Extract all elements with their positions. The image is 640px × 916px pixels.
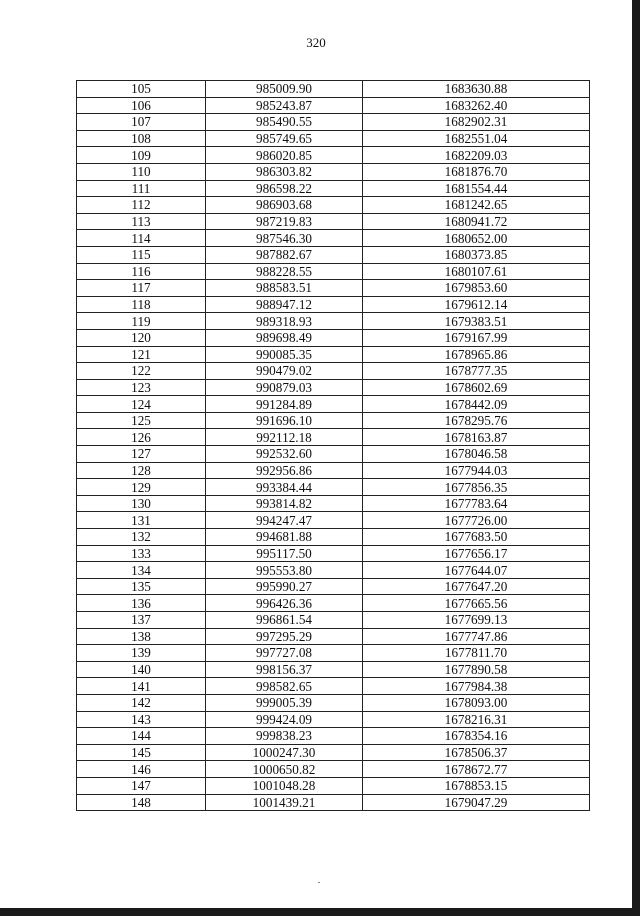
y-coordinate-cell: 1677856.35 bbox=[363, 479, 590, 496]
y-coordinate-cell: 1677747.86 bbox=[363, 628, 590, 645]
table-row bbox=[77, 246, 590, 263]
y-coordinate-cell: 1683262.40 bbox=[363, 97, 590, 114]
y-coordinate-cell: 1678672.77 bbox=[363, 761, 590, 778]
x-coordinate-cell: 988228.55 bbox=[206, 263, 363, 280]
y-coordinate-cell: 1679853.60 bbox=[363, 280, 590, 297]
point-number-cell: 144 bbox=[77, 728, 206, 745]
point-number-cell: 116 bbox=[77, 263, 206, 280]
point-number-cell: 140 bbox=[77, 661, 206, 678]
y-coordinate-cell: 1677644.07 bbox=[363, 562, 590, 579]
x-coordinate-cell: 989698.49 bbox=[206, 329, 363, 346]
point-number-cell: 137 bbox=[77, 612, 206, 629]
x-coordinate-cell: 1000247.30 bbox=[206, 744, 363, 761]
y-coordinate-cell: 1682209.03 bbox=[363, 147, 590, 164]
y-coordinate-cell: 1680373.85 bbox=[363, 246, 590, 263]
table-row bbox=[77, 728, 590, 745]
x-coordinate-cell: 985243.87 bbox=[206, 97, 363, 114]
point-number-cell: 125 bbox=[77, 412, 206, 429]
y-coordinate-cell: 1681876.70 bbox=[363, 163, 590, 180]
point-number-cell: 118 bbox=[77, 296, 206, 313]
point-number-cell: 128 bbox=[77, 462, 206, 479]
table-row bbox=[77, 628, 590, 645]
point-number-cell: 129 bbox=[77, 479, 206, 496]
y-coordinate-cell: 1680652.00 bbox=[363, 230, 590, 247]
x-coordinate-cell: 998582.65 bbox=[206, 678, 363, 695]
point-number-cell: 108 bbox=[77, 130, 206, 147]
x-coordinate-cell: 987546.30 bbox=[206, 230, 363, 247]
x-coordinate-cell: 996426.36 bbox=[206, 595, 363, 612]
point-number-cell: 146 bbox=[77, 761, 206, 778]
y-coordinate-cell: 1677699.13 bbox=[363, 612, 590, 629]
table-row bbox=[77, 612, 590, 629]
x-coordinate-cell: 995990.27 bbox=[206, 578, 363, 595]
table-row bbox=[77, 595, 590, 612]
x-coordinate-cell: 1001439.21 bbox=[206, 794, 363, 811]
x-coordinate-cell: 991284.89 bbox=[206, 396, 363, 413]
point-number-cell: 141 bbox=[77, 678, 206, 695]
y-coordinate-cell: 1677811.70 bbox=[363, 645, 590, 662]
table-row bbox=[77, 114, 590, 131]
y-coordinate-cell: 1678853.15 bbox=[363, 777, 590, 794]
y-coordinate-cell: 1678216.31 bbox=[363, 711, 590, 728]
y-coordinate-cell: 1677944.03 bbox=[363, 462, 590, 479]
table-row bbox=[77, 163, 590, 180]
y-coordinate-cell: 1681554.44 bbox=[363, 180, 590, 197]
point-number-cell: 123 bbox=[77, 379, 206, 396]
table-row bbox=[77, 97, 590, 114]
x-coordinate-cell: 993814.82 bbox=[206, 495, 363, 512]
point-number-cell: 111 bbox=[77, 180, 206, 197]
y-coordinate-cell: 1679167.99 bbox=[363, 329, 590, 346]
point-number-cell: 114 bbox=[77, 230, 206, 247]
x-coordinate-cell: 987219.83 bbox=[206, 213, 363, 230]
table-row bbox=[77, 512, 590, 529]
table-row bbox=[77, 363, 590, 380]
y-coordinate-cell: 1677890.58 bbox=[363, 661, 590, 678]
point-number-cell: 105 bbox=[77, 81, 206, 98]
point-number-cell: 119 bbox=[77, 313, 206, 330]
x-coordinate-cell: 986303.82 bbox=[206, 163, 363, 180]
point-number-cell: 117 bbox=[77, 280, 206, 297]
point-number-cell: 132 bbox=[77, 529, 206, 546]
table-row bbox=[77, 495, 590, 512]
scan-speck bbox=[318, 882, 320, 883]
point-number-cell: 112 bbox=[77, 197, 206, 214]
y-coordinate-cell: 1678965.86 bbox=[363, 346, 590, 363]
point-number-cell: 115 bbox=[77, 246, 206, 263]
x-coordinate-cell: 990879.03 bbox=[206, 379, 363, 396]
x-coordinate-cell: 985749.65 bbox=[206, 130, 363, 147]
table-row bbox=[77, 562, 590, 579]
table-row bbox=[77, 379, 590, 396]
table-row bbox=[77, 429, 590, 446]
y-coordinate-cell: 1677647.20 bbox=[363, 578, 590, 595]
table-row bbox=[77, 296, 590, 313]
y-coordinate-cell: 1680941.72 bbox=[363, 213, 590, 230]
x-coordinate-cell: 986903.68 bbox=[206, 197, 363, 214]
table-row bbox=[77, 678, 590, 695]
x-coordinate-cell: 985490.55 bbox=[206, 114, 363, 131]
table-row bbox=[77, 329, 590, 346]
x-coordinate-cell: 992112.18 bbox=[206, 429, 363, 446]
point-number-cell: 107 bbox=[77, 114, 206, 131]
x-coordinate-cell: 997295.29 bbox=[206, 628, 363, 645]
point-number-cell: 127 bbox=[77, 446, 206, 463]
point-number-cell: 130 bbox=[77, 495, 206, 512]
x-coordinate-cell: 988947.12 bbox=[206, 296, 363, 313]
table-row bbox=[77, 412, 590, 429]
point-number-cell: 136 bbox=[77, 595, 206, 612]
table-row bbox=[77, 396, 590, 413]
table-row bbox=[77, 230, 590, 247]
table-row bbox=[77, 645, 590, 662]
x-coordinate-cell: 999838.23 bbox=[206, 728, 363, 745]
x-coordinate-cell: 999424.09 bbox=[206, 711, 363, 728]
table-row bbox=[77, 180, 590, 197]
point-number-cell: 106 bbox=[77, 97, 206, 114]
table-row bbox=[77, 263, 590, 280]
point-number-cell: 122 bbox=[77, 363, 206, 380]
table-row bbox=[77, 545, 590, 562]
point-number-cell: 121 bbox=[77, 346, 206, 363]
table-row bbox=[77, 694, 590, 711]
y-coordinate-cell: 1677984.38 bbox=[363, 678, 590, 695]
table-row bbox=[77, 213, 590, 230]
y-coordinate-cell: 1677683.50 bbox=[363, 529, 590, 546]
table-row bbox=[77, 147, 590, 164]
table-row bbox=[77, 777, 590, 794]
x-coordinate-cell: 990479.02 bbox=[206, 363, 363, 380]
table-row bbox=[77, 479, 590, 496]
point-number-cell: 124 bbox=[77, 396, 206, 413]
table-row bbox=[77, 280, 590, 297]
point-number-cell: 142 bbox=[77, 694, 206, 711]
point-number-cell: 120 bbox=[77, 329, 206, 346]
table-row bbox=[77, 661, 590, 678]
y-coordinate-cell: 1678354.16 bbox=[363, 728, 590, 745]
y-coordinate-cell: 1678295.76 bbox=[363, 412, 590, 429]
x-coordinate-cell: 997727.08 bbox=[206, 645, 363, 662]
x-coordinate-cell: 999005.39 bbox=[206, 694, 363, 711]
x-coordinate-cell: 993384.44 bbox=[206, 479, 363, 496]
table-row bbox=[77, 313, 590, 330]
x-coordinate-cell: 995117.50 bbox=[206, 545, 363, 562]
point-number-cell: 113 bbox=[77, 213, 206, 230]
point-number-cell: 126 bbox=[77, 429, 206, 446]
y-coordinate-cell: 1682551.04 bbox=[363, 130, 590, 147]
y-coordinate-cell: 1677665.56 bbox=[363, 595, 590, 612]
y-coordinate-cell: 1678046.58 bbox=[363, 446, 590, 463]
y-coordinate-cell: 1681242.65 bbox=[363, 197, 590, 214]
table-row bbox=[77, 761, 590, 778]
table-row bbox=[77, 578, 590, 595]
page-number: 320 bbox=[306, 35, 326, 50]
y-coordinate-cell: 1677783.64 bbox=[363, 495, 590, 512]
x-coordinate-cell: 994247.47 bbox=[206, 512, 363, 529]
coordinates-table-body bbox=[77, 81, 590, 811]
table-row bbox=[77, 81, 590, 98]
y-coordinate-cell: 1679383.51 bbox=[363, 313, 590, 330]
point-number-cell: 145 bbox=[77, 744, 206, 761]
point-number-cell: 110 bbox=[77, 163, 206, 180]
point-number-cell: 109 bbox=[77, 147, 206, 164]
table-row bbox=[77, 529, 590, 546]
y-coordinate-cell: 1677726.00 bbox=[363, 512, 590, 529]
point-number-cell: 139 bbox=[77, 645, 206, 662]
table-row bbox=[77, 130, 590, 147]
y-coordinate-cell: 1679047.29 bbox=[363, 794, 590, 811]
y-coordinate-cell: 1678777.35 bbox=[363, 363, 590, 380]
y-coordinate-cell: 1678442.09 bbox=[363, 396, 590, 413]
point-number-cell: 134 bbox=[77, 562, 206, 579]
y-coordinate-cell: 1677656.17 bbox=[363, 545, 590, 562]
x-coordinate-cell: 1000650.82 bbox=[206, 761, 363, 778]
x-coordinate-cell: 987882.67 bbox=[206, 246, 363, 263]
table-row bbox=[77, 346, 590, 363]
x-coordinate-cell: 985009.90 bbox=[206, 81, 363, 98]
y-coordinate-cell: 1680107.61 bbox=[363, 263, 590, 280]
x-coordinate-cell: 994681.88 bbox=[206, 529, 363, 546]
y-coordinate-cell: 1678093.00 bbox=[363, 694, 590, 711]
y-coordinate-cell: 1678602.69 bbox=[363, 379, 590, 396]
x-coordinate-cell: 991696.10 bbox=[206, 412, 363, 429]
table-row bbox=[77, 446, 590, 463]
table-row bbox=[77, 711, 590, 728]
table-row bbox=[77, 197, 590, 214]
coordinates-table bbox=[76, 80, 590, 811]
x-coordinate-cell: 1001048.28 bbox=[206, 777, 363, 794]
x-coordinate-cell: 988583.51 bbox=[206, 280, 363, 297]
point-number-cell: 147 bbox=[77, 777, 206, 794]
x-coordinate-cell: 998156.37 bbox=[206, 661, 363, 678]
y-coordinate-cell: 1683630.88 bbox=[363, 81, 590, 98]
point-number-cell: 131 bbox=[77, 512, 206, 529]
table-row bbox=[77, 462, 590, 479]
y-coordinate-cell: 1678506.37 bbox=[363, 744, 590, 761]
x-coordinate-cell: 992956.86 bbox=[206, 462, 363, 479]
x-coordinate-cell: 986020.85 bbox=[206, 147, 363, 164]
point-number-cell: 143 bbox=[77, 711, 206, 728]
y-coordinate-cell: 1679612.14 bbox=[363, 296, 590, 313]
table-row bbox=[77, 744, 590, 761]
x-coordinate-cell: 986598.22 bbox=[206, 180, 363, 197]
point-number-cell: 138 bbox=[77, 628, 206, 645]
point-number-cell: 148 bbox=[77, 794, 206, 811]
x-coordinate-cell: 996861.54 bbox=[206, 612, 363, 629]
y-coordinate-cell: 1678163.87 bbox=[363, 429, 590, 446]
table-row bbox=[77, 794, 590, 811]
point-number-cell: 135 bbox=[77, 578, 206, 595]
y-coordinate-cell: 1682902.31 bbox=[363, 114, 590, 131]
x-coordinate-cell: 989318.93 bbox=[206, 313, 363, 330]
point-number-cell: 133 bbox=[77, 545, 206, 562]
x-coordinate-cell: 990085.35 bbox=[206, 346, 363, 363]
x-coordinate-cell: 995553.80 bbox=[206, 562, 363, 579]
x-coordinate-cell: 992532.60 bbox=[206, 446, 363, 463]
